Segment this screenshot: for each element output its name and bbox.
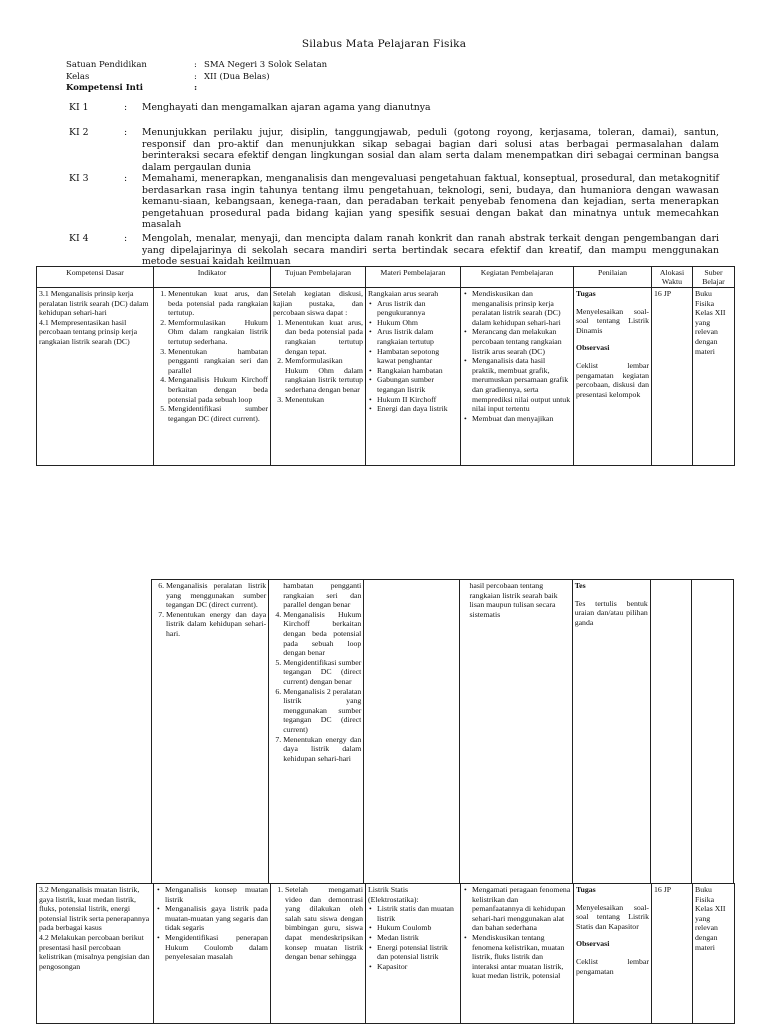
cell-sumber: Buku Fisika Kelas XII yang relevan dengan materi: [693, 288, 735, 466]
penilaian-heading: Observasi: [576, 939, 610, 949]
meta-colon: :: [194, 83, 198, 93]
cell-penilaian: [572, 580, 650, 884]
penilaian-text: Tes tertulis bentuk uraian dan/atau pilihan ganda: [574, 598, 648, 627]
tujuan-item: 4. Menganalisis Hukum Kirchoff berkaitan dengan beda potensial pada sebuah loop dengan benar: [283, 610, 361, 658]
ki-text: Mengolah, menalar, menyaji, dan mencipta dalam ranah konkrit dan ranah abstrak terkait dengan pengembangan dari yang dipelajarinya di sekolah secara mandiri serta bertindak secara efektif dan kreatif, dan mampu menggunakan metode sesuai kaidah keilmuan: [142, 233, 719, 267]
penilaian-text: Menyelesaikan soal-soal tentang Listrik Dinamis: [576, 306, 649, 335]
kegiatan-item: • Merancang dan melakukan percobaan tentang rangkaian listrik arus searah (DC): [472, 327, 571, 356]
meta-colon: :: [194, 71, 197, 82]
header-penilaian: Penilaian: [574, 267, 652, 288]
meta-value: SMA Negeri 3 Solok Selatan: [204, 60, 328, 70]
meta-label: Kelas: [66, 71, 90, 82]
tujuan-item: 1. Setelah mengamati video dan demontrasi yang dilakukan oleh salah satu siswa dengan bimbingan guru, siswa dapat mendeskripsikan konsep muatan listrik dengan benar sehingga: [285, 885, 363, 962]
ki-3: [69, 173, 719, 231]
materi-item: • Hukum II Kirchoff: [377, 395, 458, 405]
ki-1: [69, 102, 719, 114]
cell-kegiatan: [461, 288, 574, 466]
table-row: [37, 884, 735, 1024]
meta-core-competence: [66, 83, 327, 95]
cell-sumber: [691, 580, 733, 884]
penilaian-text: Ceklist lembar pengamatan kegiatan percobaan, diskusi dan presentasi kelompok: [576, 360, 649, 399]
ki-label: KI 4: [69, 233, 89, 244]
cell-indikator: [154, 288, 271, 466]
meta-colon: :: [194, 60, 197, 70]
materi-item: • Hukum Ohm: [377, 318, 458, 328]
syllabus-table-part-3: [36, 883, 735, 1024]
tujuan-item: 6. Menganalisis 2 peralatan listrik yang menggunakan sumber tegangan DC (direct current): [283, 687, 361, 735]
cell-kegiatan: [459, 580, 572, 884]
header-sumber: Suber Belajar: [693, 267, 735, 288]
ki-colon: :: [124, 102, 128, 113]
materi-intro: Rangkaian arus searah: [368, 289, 439, 298]
cell-tujuan: [271, 884, 366, 1024]
ki-text: Menghayati dan mengamalkan ajaran agama yang dianutnya: [142, 102, 431, 113]
cell-alokasi: 16 JP: [652, 884, 693, 1024]
indikator-item: 7. Menentukan energy dan daya listrik dalam kehidupan sehari-hari.: [166, 610, 266, 639]
table-row: [152, 580, 734, 884]
ki-label: KI 1: [69, 102, 89, 113]
cell-sumber: Buku Fisika Kelas XII yang relevan dengan materi: [693, 884, 735, 1024]
tujuan-item: 1. Menentukan kuat arus, dan beda potensial pada rangkaian tertutup dengan tepat.: [285, 318, 363, 356]
cell-kd: [37, 884, 154, 1024]
indikator-item: 6. Menganalisis peralatan listrik yang menggunakan sumber tegangan DC (direct current).: [166, 581, 266, 610]
tujuan-item: 2. Memformulasikan Hukum Ohm dalam rangkaian listrik tertutup sederhana dengan benar: [285, 356, 363, 394]
meta-school: [66, 60, 327, 72]
ki-text: Menunjukkan perilaku jujur, disiplin, tanggungjawab, peduli (gotong royong, kerjasama, toleran, damai), santun, responsif dan pro-aktif dan menunjukkan sikap sebagai bagian dari solusi atas berbagai permasalahan dalam berinteraksi secara efektif dengan lingkungan sosial dan alam serta dalam menempatkan diri sebagai cerminan bangsa dalam pergaulan dunia: [142, 127, 719, 173]
penilaian-heading: Tugas: [576, 289, 596, 298]
materi-item: • Rangkaian hambatan: [377, 366, 458, 376]
ki-text: Memahami, menerapkan, menganalisis dan mengevaluasi pengetahuan faktual, konseptual, prosedural, dan metakognitif berdasarkan rasa ingin tahunya tentang ilmu pengetahuan, teknologi, seni, budaya, dan humaniora dengan wawasan kemanu-siaan, kebangsaan, kenega-raan, dan peradaban terkait penyebab fenomena dan kejadian, serta menerapkan pengetahuan prosedural pada bidang kajian yang spesifik sesuai dengan bakat dan minatnya untuk memecahkan masalah: [142, 173, 719, 230]
materi-item: • Energi dan daya listrik: [377, 404, 458, 414]
indikator-item: 1. Menentukan kuat arus, dan beda potensial pada rangkaian tertutup.: [168, 289, 268, 318]
materi-item: • Arus listrik dan pengukurannya: [377, 299, 458, 318]
tujuan-item: 3. Menentukan: [285, 395, 363, 405]
kd-item: 3.2 Menganalisis muatan listrik, gaya listrik, kuat medan listrik, fluks, potensial listrik, energi potensial listrik serta penerapannya pada berbagai kasus: [39, 885, 150, 933]
table-header-row: [37, 267, 735, 288]
header-kd: Kompetensi Dasar: [37, 267, 154, 288]
indikator-item: • Mengidentifikasi penerapan Hukum Coulomb dalam penyelesaian masalah: [165, 933, 268, 962]
header-materi: Materi Pembelajaran: [366, 267, 461, 288]
header-indikator: Indikator: [154, 267, 271, 288]
cell-indikator: [154, 884, 271, 1024]
materi-item: • Listrik statis dan muatan listrik: [377, 904, 458, 923]
materi-item: • Hukum Coulomb: [377, 923, 458, 933]
kd-item: 4.2 Melakukan percobaan berikut presentasi hasil percobaan kelistrikan (misalnya pengisian dan pengosongan: [39, 932, 150, 971]
cell-materi: [364, 580, 459, 884]
cell-materi: [366, 884, 461, 1024]
kd-item: 3.1 Menganalisis prinsip kerja peralatan listrik searah (DC) dalam kehidupan sehari-hari: [39, 289, 149, 318]
materi-item: • Gabungan sumber tegangan listrik: [377, 375, 458, 394]
kegiatan-item: • Mendiskusikan tentang fenomena kelistrikan, muatan listrik, fluks listrik dan interaksi antar muatan listrik, kuat medan listrik, potensial: [472, 933, 571, 981]
cell-penilaian: [574, 884, 652, 1024]
indikator-item: 3. Menentukan hambatan pengganti rangkaian seri dan parallel: [168, 347, 268, 376]
meta-class: [66, 72, 327, 84]
indikator-item: 4. Menganalisis Hukum Kirchoff berkaitan dengan beda potensial pada sebuah loop: [168, 375, 268, 404]
cell-kegiatan: [461, 884, 574, 1024]
meta-label: Satuan Pendidikan: [66, 60, 147, 70]
tujuan-item: 7. Menentukan energy dan daya listrik dalam kehidupan sehari-hari: [283, 735, 361, 764]
cell-penilaian: [574, 288, 652, 466]
meta-value: XII (Dua Belas): [204, 71, 270, 82]
header-alokasi: Alokasi Waktu: [652, 267, 693, 288]
kegiatan-item: • Membuat dan menyajikan: [472, 414, 571, 424]
kd-item: 4.1 Mempresentasikan hasil percobaan tentang prinsip kerja rangkaian listrik searah (DC): [39, 317, 138, 346]
indikator-item: 5. Mengidentifikasi sumber tegangan DC (direct current).: [168, 404, 268, 423]
materi-item: • Medan listrik: [377, 933, 458, 943]
cell-alokasi: [650, 580, 691, 884]
cell-tujuan: [269, 580, 364, 884]
kegiatan-continued: hasil percobaan tentang rangkaian listrik searah baik lisan maupun tulisan secara sistematis: [469, 581, 558, 619]
ki-label: KI 3: [69, 173, 89, 184]
cell-alokasi: 16 JP: [652, 288, 693, 466]
meta-block: [66, 60, 327, 95]
penilaian-heading: Tes: [574, 581, 586, 590]
indikator-item: 2. Memformulasikan Hukum Ohm dalam rangkaian listrik tertutup sederhana.: [168, 318, 268, 347]
ki-4: [69, 233, 719, 268]
penilaian-text: Ceklist lembar pengamatan: [576, 956, 649, 976]
tujuan-item: 5. Mengidentifikasi sumber tegangan DC (direct current) dengan benar: [283, 658, 361, 687]
syllabus-table-part-1: [36, 266, 735, 466]
materi-intro: Listrik Statis (Elektrostatika):: [368, 885, 419, 904]
header-tujuan: Tujuan Pembelajaran: [271, 267, 366, 288]
cell-materi: [366, 288, 461, 466]
materi-item: • Energi potensial listrik dan potensial listrik: [377, 943, 458, 962]
ki-2: [69, 127, 719, 173]
kegiatan-item: • Mendiskusikan dan menganalisis prinsip kerja peralatan listrik searah (DC) dalam kehidupan sehari-hari: [472, 289, 571, 327]
ki-colon: :: [124, 173, 128, 184]
indikator-item: • Menganalisis gaya listrik pada muatan-muatan yang segaris dan tidak segaris: [165, 904, 268, 933]
materi-item: • Kapasitor: [377, 962, 458, 972]
cell-tujuan: [271, 288, 366, 466]
ki-colon: :: [124, 127, 128, 138]
document-title: Silabus Mata Pelajaran Fisika: [301, 38, 467, 50]
meta-label: Kompetensi Inti: [66, 83, 144, 93]
indikator-item: • Menganalisis konsep muatan listrik: [165, 885, 268, 904]
penilaian-heading: Observasi: [576, 343, 610, 353]
penilaian-heading: Tugas: [576, 885, 596, 894]
syllabus-table-part-2: [151, 579, 734, 884]
cell-indikator: [152, 580, 269, 884]
tujuan-continued: hambatan pengganti rangkaian seri dan parallel dengan benar: [283, 581, 362, 610]
tujuan-intro: Setelah kegiatan diskusi, kajian pustaka, dan percobaan siswa dapat :: [273, 289, 363, 318]
cell-kd: [37, 288, 154, 466]
kegiatan-item: • Mengamati peragaan fenomena kelistrikan dan pemanfaatannya di kehidupan sehari-hari menggunakan alat dan bahan sederhana: [472, 885, 571, 933]
materi-item: • Hambatan sepotong kawat penghantar: [377, 347, 458, 366]
penilaian-text: Menyelesaikan soal-soal tentang Listrik Statis dan Kapasitor: [576, 902, 649, 931]
materi-item: • Arus listrik dalam rangkaian tertutup: [377, 327, 458, 346]
table-row: [37, 288, 735, 466]
kegiatan-item: • Menganalisis data hasil praktik, membuat grafik, merumuskan persamaan grafik dan gradiennya, serta memprediksi nilai output untuk nilai input tertentu: [472, 356, 571, 414]
header-kegiatan: Kegiatan Pembelajaran: [461, 267, 574, 288]
ki-colon: :: [124, 233, 128, 244]
ki-label: KI 2: [69, 127, 89, 138]
